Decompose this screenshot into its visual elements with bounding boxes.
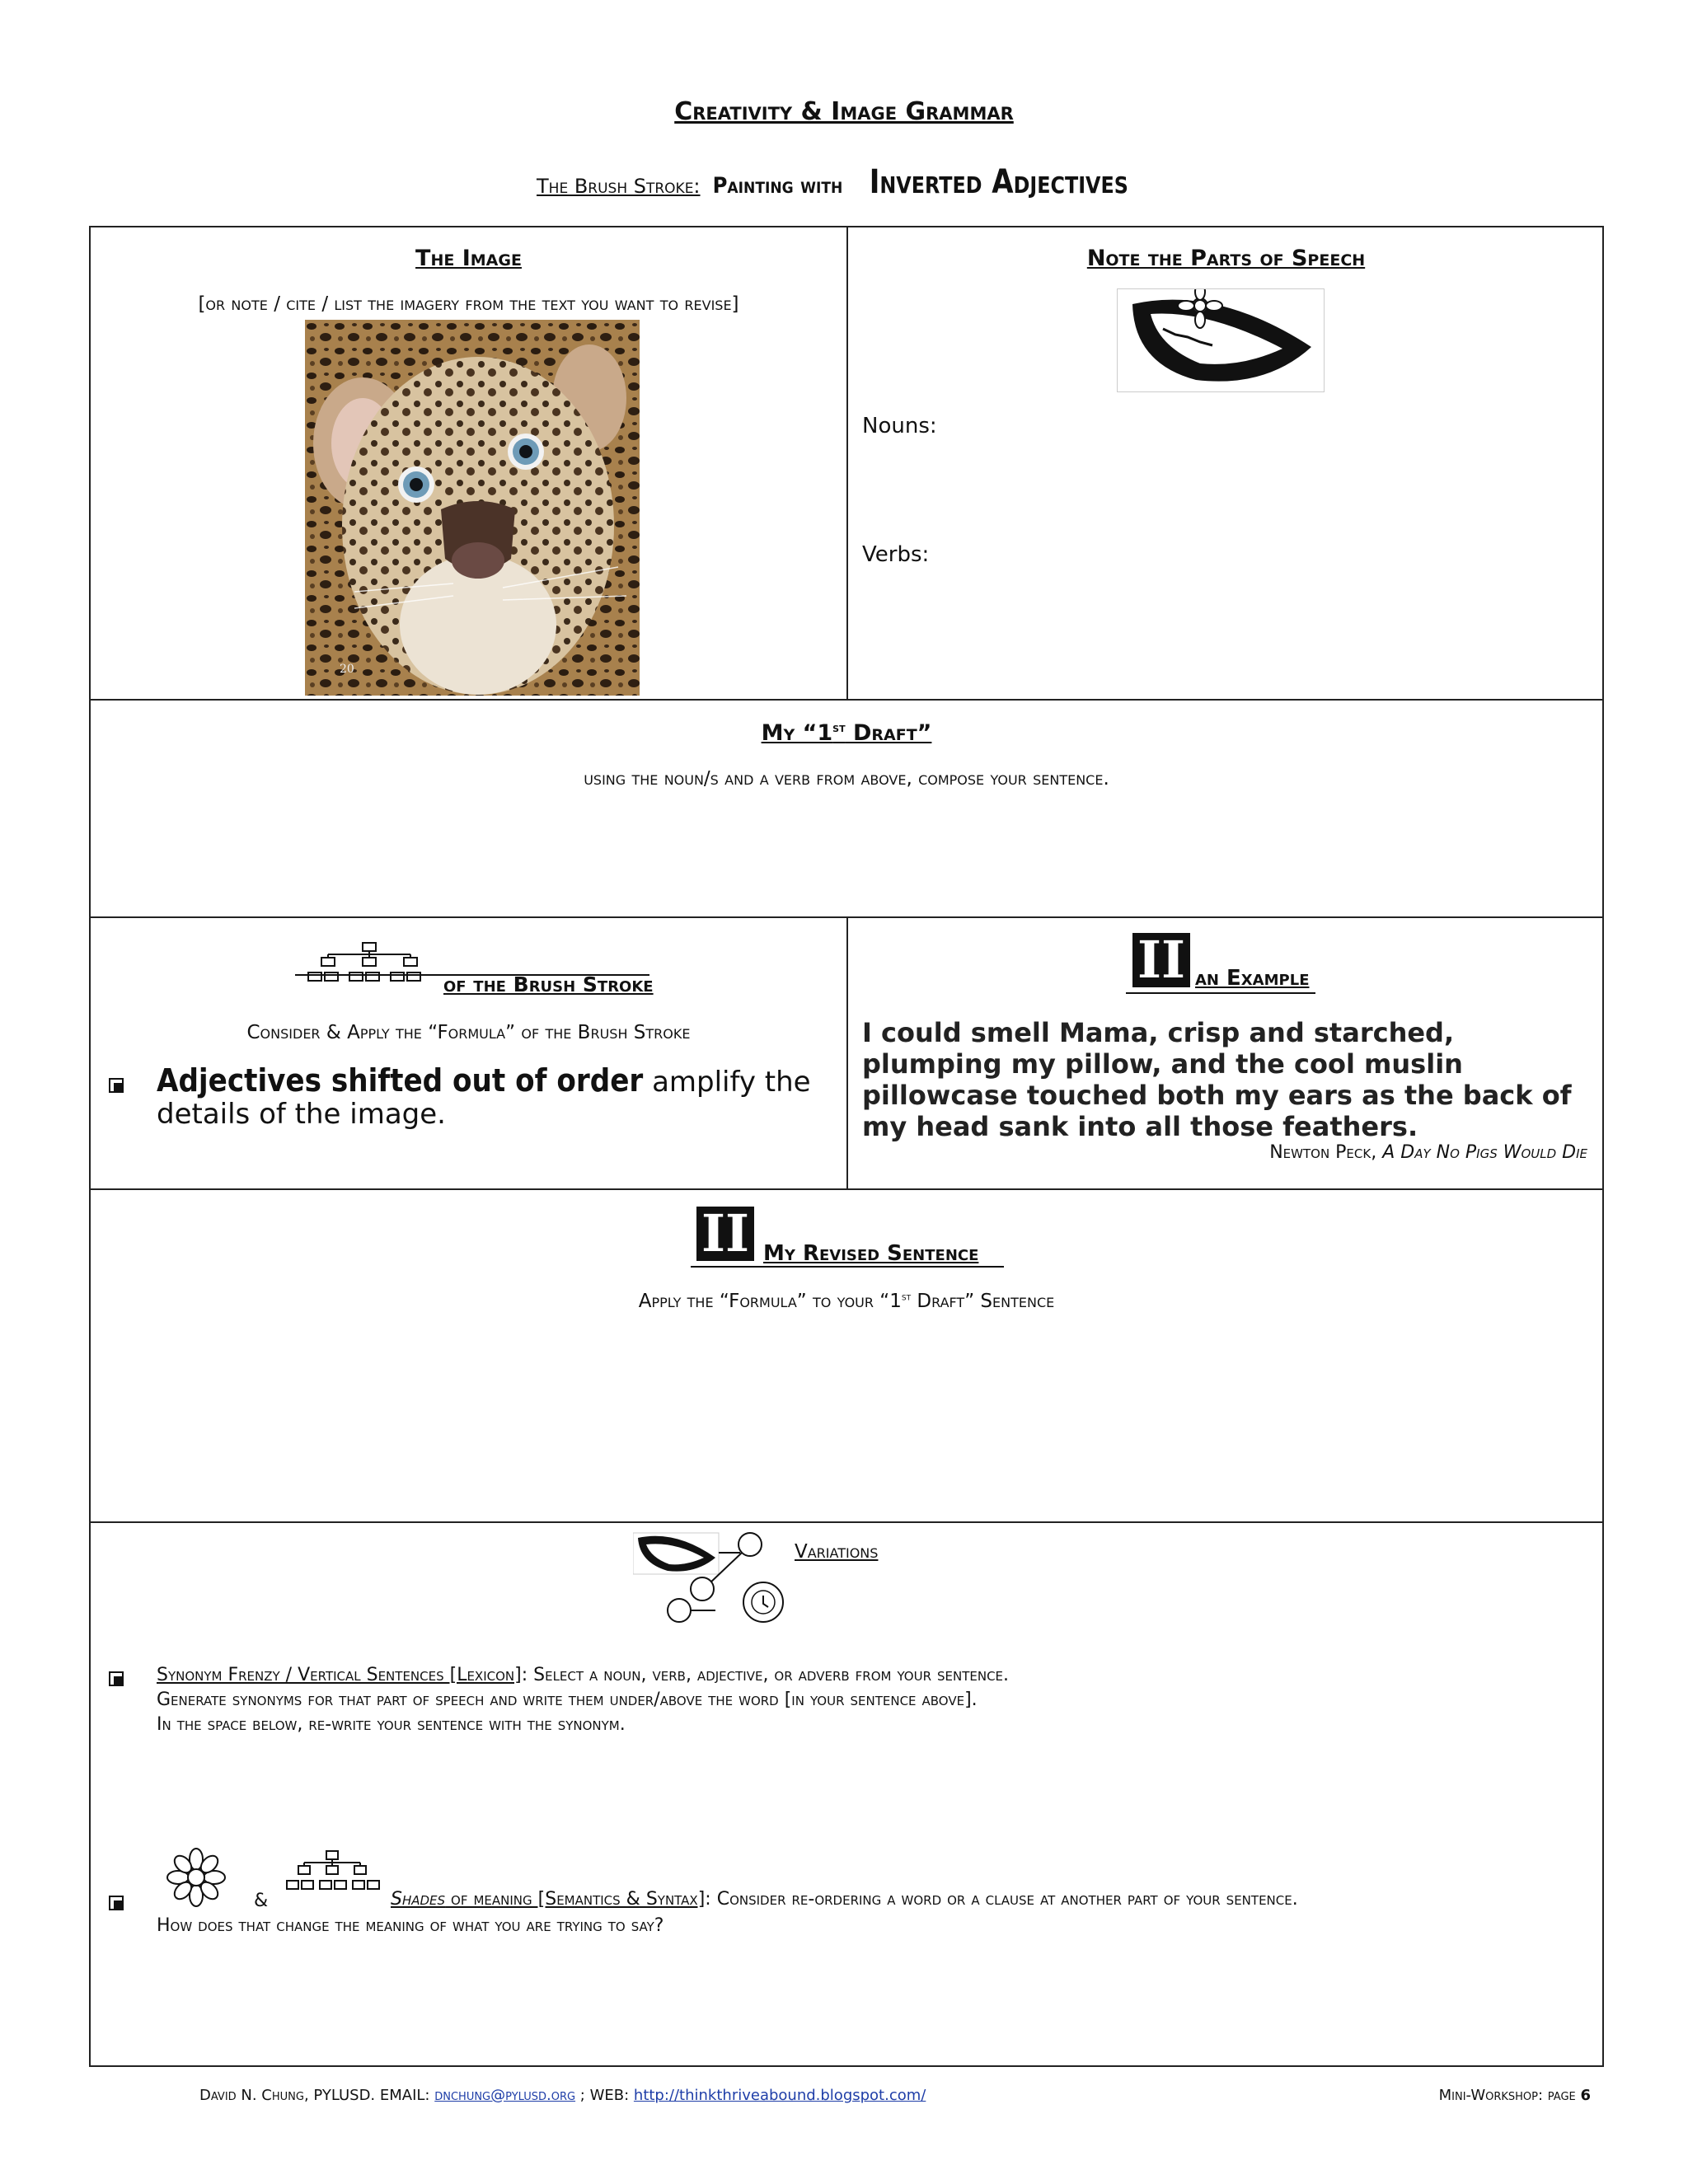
example-numeral-icon bbox=[1132, 930, 1190, 990]
brush-rule-rest: amplify the details of the image. bbox=[157, 1066, 811, 1131]
footer-page-number: 6 bbox=[1580, 2087, 1591, 2104]
subtitle-mid: Painting with bbox=[712, 173, 843, 199]
example-heading: an Example bbox=[1195, 966, 1310, 991]
worksheet-table bbox=[89, 226, 1604, 2067]
tree-diagram-icon bbox=[284, 1849, 382, 1892]
shades-title-rest: of meaning [Semantics & Syntax] bbox=[445, 1889, 706, 1910]
column-divider bbox=[846, 916, 848, 1188]
shades-line2: How does that change the meaning of what you are trying to say? bbox=[157, 1915, 664, 1936]
synonym-line3: In the space below, re-write your sentence with the synonym. bbox=[157, 1714, 626, 1735]
variations-icon bbox=[633, 1526, 806, 1625]
draft-heading bbox=[91, 720, 1602, 746]
footer-page bbox=[1439, 2087, 1591, 2104]
draft-instruction: using the noun/s and a verb from above, compose your sentence. bbox=[584, 768, 1109, 790]
example-heading-rule bbox=[1126, 992, 1315, 994]
leopard-cub-image bbox=[305, 320, 640, 696]
parts-cell-heading: Note the Parts of Speech bbox=[1086, 246, 1366, 271]
document-title: Creativity & Image Grammar bbox=[674, 97, 1014, 126]
column-divider bbox=[846, 227, 848, 699]
synonym-line2: Generate synonyms for that part of speech and write them under/above the word [in your sentence above]. bbox=[157, 1690, 978, 1710]
tree-diagram-icon bbox=[298, 941, 438, 984]
revised-heading-rule bbox=[691, 1266, 1004, 1268]
example-numeral: II bbox=[1132, 933, 1190, 987]
image-cell-heading: The Image bbox=[415, 246, 522, 271]
footer-email-link[interactable]: dnchung@pylusd.org bbox=[434, 2087, 576, 2104]
revised-instruction-pre: Apply the “Formula” to your “1 bbox=[638, 1291, 902, 1312]
revised-heading: My Revised Sentence bbox=[763, 1241, 979, 1266]
synonym-title: Synonym Frenzy / Vertical Sentences [Lexicon] bbox=[157, 1665, 522, 1685]
image-cell-instruction: [or note / cite / list the imagery from the text you want to revise] bbox=[198, 293, 739, 315]
revised-instruction-sup: st bbox=[901, 1291, 912, 1304]
example-text: I could smell Mama, crisp and starched, plumping my pillow, and the cool muslin pillowcase touched both my ears as the back of my head sank into all those feathers. bbox=[862, 1017, 1572, 1142]
revised-numeral: II bbox=[696, 1207, 754, 1261]
flower-icon bbox=[166, 1848, 226, 1907]
footer-web-link[interactable]: http://thinkthriveabound.blogspot.com/ bbox=[633, 2087, 926, 2104]
ampersand: & bbox=[254, 1891, 269, 1911]
revised-instruction bbox=[91, 1291, 1602, 1312]
photo-number: 20 bbox=[340, 663, 354, 676]
row-divider bbox=[91, 1521, 1602, 1523]
leopard-cub-photo bbox=[305, 320, 640, 696]
draft-heading-post: Draft” bbox=[845, 720, 932, 746]
revised-numeral-icon bbox=[696, 1203, 754, 1263]
lips-flower-icon bbox=[1117, 288, 1325, 392]
row-divider bbox=[91, 699, 1602, 701]
row-divider bbox=[91, 1188, 1602, 1190]
checkbox-square bbox=[109, 1671, 124, 1686]
citation-author: Newton Peck, bbox=[1269, 1142, 1383, 1163]
subtitle-big: Inverted Adjectives bbox=[870, 163, 1129, 201]
shades-title-italic: Shades bbox=[391, 1889, 446, 1910]
brush-rule-bold: Adjectives shifted out of order bbox=[157, 1062, 644, 1099]
checkbox-square bbox=[109, 1896, 124, 1910]
checkbox-square bbox=[109, 1078, 124, 1093]
brush-heading: of the Brush Stroke bbox=[443, 972, 654, 996]
brush-rule bbox=[157, 1062, 816, 1131]
variation-item-synonym bbox=[157, 1663, 1591, 1737]
footer-author-text: David N. Chung, PYLUSD. EMAIL: bbox=[199, 2087, 435, 2104]
subtitle-lead: The Brush Stroke: bbox=[537, 175, 701, 198]
citation-book: A Day No Pigs Would Die bbox=[1382, 1142, 1587, 1163]
shades-line1: : Consider re-ordering a word or a clause at another part of your sentence. bbox=[705, 1889, 1298, 1910]
footer-separator: ; WEB: bbox=[575, 2087, 634, 2104]
revised-instruction-post: Draft” Sentence bbox=[911, 1291, 1055, 1312]
variation-item-shades bbox=[391, 1887, 1594, 1912]
nouns-label: Nouns: bbox=[862, 414, 937, 438]
document-subtitle bbox=[0, 163, 1688, 201]
example-citation bbox=[1269, 1142, 1587, 1163]
draft-heading-sup: st bbox=[832, 720, 846, 735]
verbs-label: Verbs: bbox=[862, 542, 930, 567]
footer-page-label: Mini-Workshop: page bbox=[1438, 2087, 1581, 2104]
footer-author bbox=[199, 2087, 926, 2104]
variations-heading: Variations bbox=[795, 1541, 879, 1563]
draft-heading-pre: My “1 bbox=[761, 720, 833, 746]
synonym-line1: : Select a noun, verb, adjective, or adverb from your sentence. bbox=[521, 1665, 1010, 1685]
brush-instruction: Consider & Apply the “Formula” of the Brush Stroke bbox=[246, 1022, 691, 1043]
